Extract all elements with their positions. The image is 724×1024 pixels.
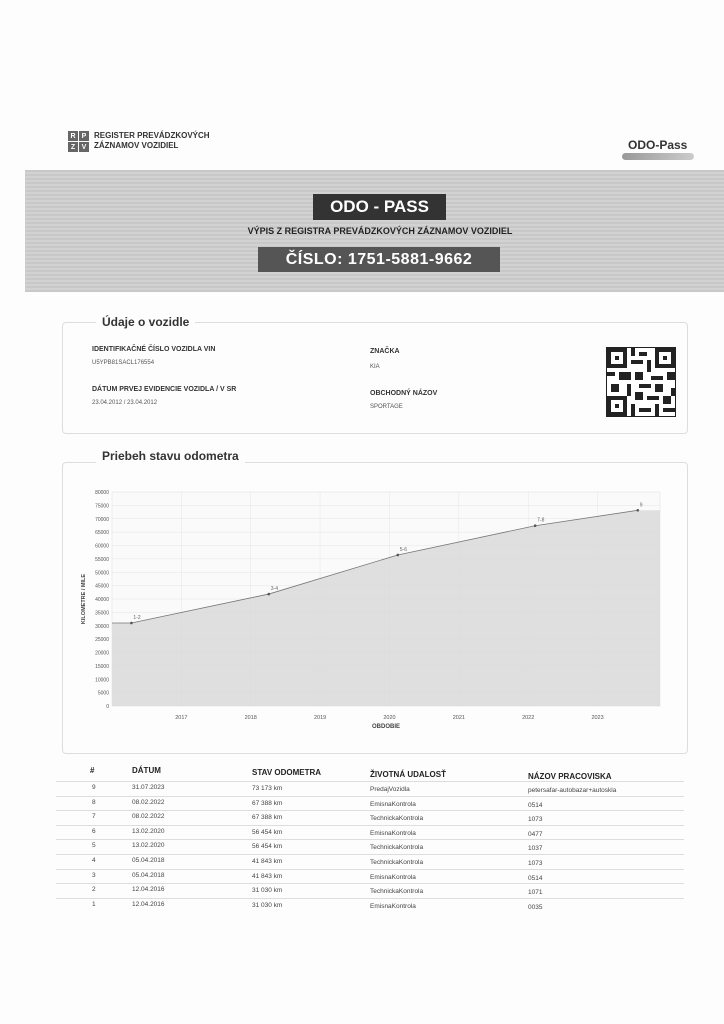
- row-date: 31.07.2023: [132, 784, 165, 791]
- logo-letter: Z: [68, 142, 78, 152]
- y-tick-label: 15000: [95, 663, 109, 670]
- vehicle-section: [62, 322, 688, 434]
- row-workplace: 0035: [528, 903, 543, 911]
- table-row: [56, 884, 684, 898]
- col-header-date: DÁTUM: [132, 766, 161, 775]
- row-odometer: 41 843 km: [252, 858, 283, 865]
- x-tick-label: 2021: [452, 715, 465, 721]
- row-event: EmisnaKontrola: [370, 829, 416, 837]
- first-registration-value: 23.04.2012 / 23.04.2012: [92, 400, 158, 406]
- col-header-workplace: NÁZOV PRACOVISKA: [528, 772, 612, 781]
- row-date: 08.02.2022: [132, 798, 165, 806]
- row-date: 12.04.2016: [132, 900, 165, 908]
- table-row: [56, 782, 684, 796]
- row-odometer: 67 388 km: [252, 814, 283, 822]
- row-workplace: 1071: [528, 889, 543, 897]
- logo-letter: R: [68, 131, 78, 141]
- y-tick-label: 80000: [95, 490, 109, 496]
- col-header-event: ŽIVOTNÁ UDALOSŤ: [370, 770, 446, 779]
- data-label: 5-6: [399, 546, 408, 553]
- registry-name-line2: ZÁZNAMOV VOZIDIEL: [94, 141, 179, 150]
- y-tick-label: 30000: [95, 623, 109, 630]
- y-tick-label: 60000: [95, 543, 109, 550]
- col-header-odometer: STAV ODOMETRA: [252, 768, 322, 777]
- logo-letter: V: [79, 142, 89, 152]
- registry-logo: [68, 131, 88, 151]
- y-tick-label: 45000: [95, 583, 109, 590]
- row-date: 05.04.2018: [132, 871, 165, 879]
- data-point: [534, 524, 537, 527]
- y-tick-label: 0: [106, 704, 109, 710]
- y-tick-label: 75000: [95, 503, 109, 510]
- y-axis-label: KILOMETRE / MILE: [81, 573, 87, 625]
- row-date: 08.02.2022: [132, 813, 165, 821]
- model-label: OBCHODNÝ NÁZOV: [370, 390, 438, 397]
- vehicle-section-title: Údaje o vozidle: [96, 315, 195, 329]
- row-odometer: 31 030 km: [252, 887, 283, 895]
- logo-letter: P: [79, 131, 89, 141]
- y-tick-label: 20000: [95, 650, 109, 657]
- first-registration-label: DÁTUM PRVEJ EVIDENCIE VOZIDLA / V SR: [92, 386, 237, 393]
- row-event: EmisnaKontrola: [370, 800, 416, 808]
- row-workplace: petersafar-autobazar+autoskla: [528, 787, 617, 794]
- row-workplace: 1037: [528, 845, 543, 853]
- document-number: ČÍSLO: 1751-5881-9662: [258, 247, 500, 272]
- x-tick-label: 2022: [522, 715, 535, 721]
- table-row: [56, 870, 684, 884]
- row-workplace: 0514: [528, 801, 543, 809]
- row-odometer: 41 843 km: [252, 872, 283, 880]
- row-workplace: 0477: [528, 830, 543, 838]
- make-value: KIA: [370, 364, 380, 370]
- y-tick-label: 55000: [95, 556, 109, 563]
- qr-code-icon: [606, 347, 676, 417]
- row-event: TechnickaKontrola: [370, 859, 424, 866]
- data-point: [396, 554, 399, 557]
- row-event: PredajVozidla: [370, 786, 410, 793]
- odometer-chart: [76, 486, 676, 742]
- data-label: 3-4: [270, 586, 279, 593]
- row-workplace: 1073: [528, 816, 543, 824]
- vin-value: U5YPB81SACL176554: [92, 360, 155, 366]
- car-logo-icon: [622, 153, 694, 160]
- row-event: TechnickaKontrola: [370, 888, 424, 896]
- registry-name-line1: REGISTER PREVÁDZKOVÝCH: [94, 131, 210, 140]
- row-odometer: 67 388 km: [252, 799, 283, 807]
- row-odometer: 73 173 km: [252, 785, 283, 792]
- x-tick-label: 2023: [591, 715, 604, 721]
- row-event: EmisnaKontrola: [370, 902, 416, 910]
- row-number: 5: [92, 842, 96, 850]
- data-label: 9: [639, 502, 643, 509]
- x-tick-label: 2020: [383, 715, 396, 721]
- table-row: [56, 826, 684, 840]
- make-label: ZNAČKA: [370, 348, 400, 355]
- table-row: [56, 840, 684, 854]
- x-tick-label: 2019: [313, 715, 327, 721]
- row-number: 6: [92, 827, 96, 835]
- row-date: 13.02.2020: [132, 827, 165, 835]
- col-header-number: #: [90, 766, 95, 775]
- row-odometer: 56 454 km: [252, 828, 283, 836]
- row-odometer: 56 454 km: [252, 843, 283, 851]
- row-number: 1: [92, 900, 96, 908]
- y-tick-label: 50000: [95, 570, 109, 577]
- row-workplace: 1073: [528, 860, 543, 867]
- row-workplace: 0514: [528, 874, 543, 882]
- row-event: EmisnaKontrola: [370, 873, 416, 881]
- row-event: TechnickaKontrola: [370, 844, 424, 852]
- table-row: [56, 797, 684, 811]
- x-tick-label: 2017: [175, 715, 188, 721]
- row-number: 9: [92, 784, 96, 791]
- row-date: 12.04.2016: [132, 886, 165, 894]
- y-tick-label: 25000: [95, 637, 109, 644]
- x-tick-label: 2018: [244, 715, 257, 721]
- y-tick-label: 40000: [95, 597, 109, 603]
- row-number: 2: [92, 886, 96, 894]
- odo-pass-logo: ODO-Pass: [628, 138, 688, 152]
- table-row: [56, 811, 684, 825]
- document-subtitle: VÝPIS Z REGISTRA PREVÁDZKOVÝCH ZÁZNAMOV VOZIDIEL: [247, 226, 513, 236]
- y-tick-label: 70000: [95, 516, 109, 523]
- row-number: 3: [92, 871, 96, 879]
- data-label: 1-2: [133, 614, 141, 621]
- row-number: 8: [92, 798, 96, 806]
- odometer-table: [56, 764, 684, 914]
- row-number: 7: [92, 813, 96, 821]
- row-odometer: 31 030 km: [252, 901, 283, 909]
- odometer-section-title: Priebeh stavu odometra: [96, 449, 245, 463]
- registry-name: [94, 131, 224, 151]
- data-point: [130, 622, 133, 625]
- row-date: 13.02.2020: [132, 842, 165, 850]
- model-value: SPORTAGE: [370, 404, 403, 410]
- data-label: 7-8: [537, 517, 545, 524]
- table-row: [56, 855, 684, 869]
- y-tick-label: 35000: [95, 610, 109, 617]
- data-point: [637, 509, 640, 512]
- vin-label: IDENTIFIKAČNÉ ČÍSLO VOZIDLA VIN: [92, 346, 216, 353]
- table-row: [56, 899, 684, 913]
- row-date: 05.04.2018: [132, 857, 165, 864]
- data-point: [267, 593, 270, 596]
- y-tick-label: 5000: [97, 690, 109, 697]
- row-number: 4: [92, 857, 96, 864]
- x-axis-label: OBDOBIE: [371, 724, 401, 730]
- y-tick-label: 10000: [95, 677, 109, 684]
- document-title: ODO - PASS: [313, 194, 446, 220]
- row-event: TechnickaKontrola: [370, 815, 424, 823]
- y-tick-label: 65000: [95, 530, 109, 537]
